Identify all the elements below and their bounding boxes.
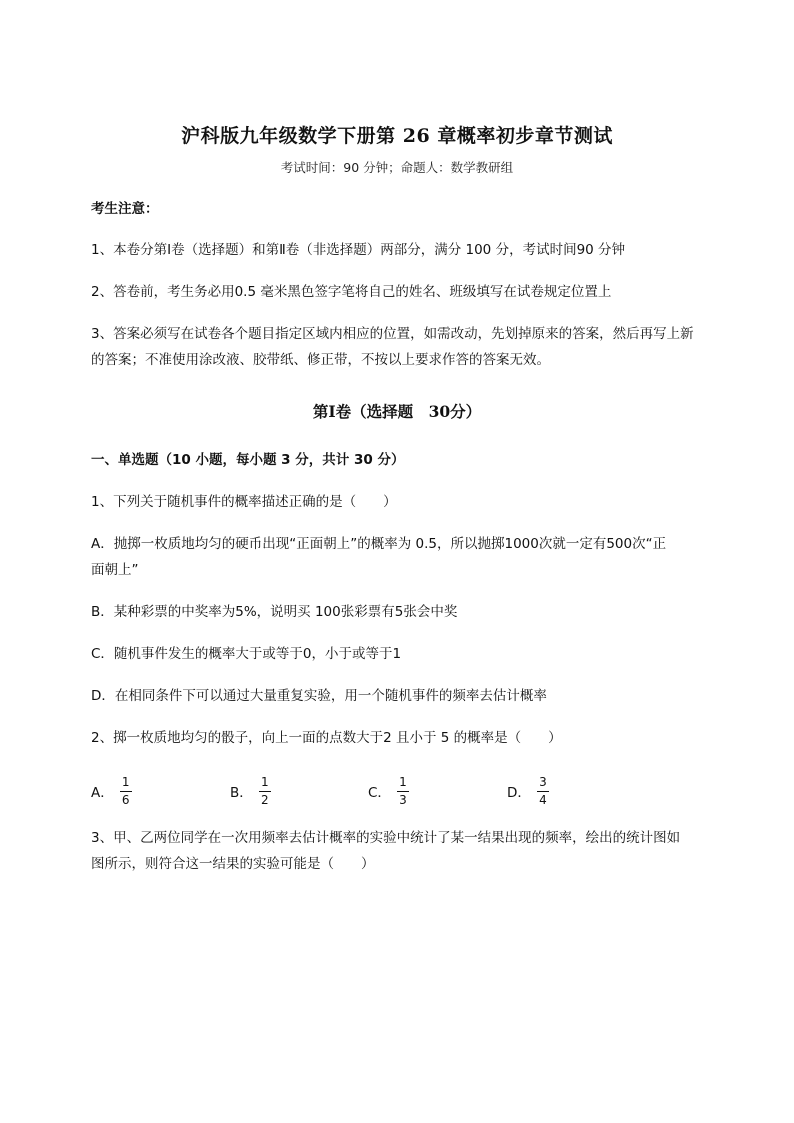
option-label: B． <box>230 785 253 801</box>
question-2-option-c <box>368 771 409 811</box>
page-title: 沪科版九年级数学下册第 26 章概率初步章节测试 <box>181 125 613 147</box>
fraction-denominator: 3 <box>399 792 407 807</box>
question-1-stem: 1、下列关于随机事件的概率描述正确的是（ ） <box>91 494 397 510</box>
notice-item-3: 3、答案必须写在试卷各个题目指定区域内相应的位置，如需改动，先划掉原来的答案，然后再写上新 <box>91 326 694 342</box>
fraction-numerator: 1 <box>260 774 269 789</box>
fraction-bar <box>259 791 271 792</box>
notice-item-3-cont: 的答案；不准使用涂改液、胶带纸、修正带，不按以上要求作答的答案无效。 <box>91 352 550 368</box>
fraction-denominator: 4 <box>539 792 547 807</box>
option-label: A． <box>91 785 114 801</box>
fraction-bar <box>537 791 549 792</box>
fraction <box>537 775 549 808</box>
question-1-option-a-cont: 面朝上” <box>91 562 139 578</box>
fraction-bar <box>397 791 409 792</box>
option-label: C． <box>368 785 391 801</box>
question-1-option-a: A．抛掷一枚质地均匀的硬币出现“正面朝上”的概率为 0.5，所以抛掷1000次就一定有500次“正 <box>91 536 667 552</box>
fraction-bar <box>120 791 132 792</box>
question-1-option-c: C．随机事件发生的概率大于或等于0，小于或等于1 <box>91 646 402 662</box>
fraction <box>397 775 409 808</box>
question-1-option-b: B．某种彩票的中奖率为5%，说明买 100张彩票有5张会中奖 <box>91 604 458 620</box>
notice-item-1: 1、本卷分第Ⅰ卷（选择题）和第Ⅱ卷（非选择题）两部分，满分 100 分，考试时间90 分钟 <box>91 242 626 258</box>
question-3-stem: 3、甲、乙两位同学在一次用频率去估计概率的实验中统计了某一结果出现的频率，绘出的统计图如 <box>91 830 681 846</box>
notice-heading: 考生注意： <box>91 201 159 217</box>
exam-subtitle: 考试时间：90 分钟；命题人：数学教研组 <box>280 160 514 175</box>
fraction-numerator: 1 <box>121 774 130 789</box>
question-2-option-b <box>230 771 271 811</box>
fraction <box>120 775 132 808</box>
section-title: 第Ⅰ卷（选择题 30分） <box>312 402 482 421</box>
fraction-numerator: 3 <box>539 774 547 789</box>
fraction-denominator: 2 <box>260 792 269 807</box>
question-2-stem: 2、掷一枚质地均匀的骰子，向上一面的点数大于2 且小于 5 的概率是（ ） <box>91 730 562 746</box>
question-2-option-d <box>507 771 549 811</box>
part-heading: 一、单选题（10 小题，每小题 3 分，共计 30 分） <box>91 452 405 468</box>
notice-item-2: 2、答卷前，考生务必用0.5 毫米黑色签字笔将自己的姓名、班级填写在试卷规定位置上 <box>91 284 612 300</box>
fraction-numerator: 1 <box>399 774 407 789</box>
question-1-option-d: D．在相同条件下可以通过大量重复实验，用一个随机事件的频率去估计概率 <box>91 688 547 704</box>
question-2-option-a <box>91 771 132 811</box>
fraction-denominator: 6 <box>121 792 130 807</box>
option-label: D． <box>507 785 531 801</box>
question-3-stem-cont: 图所示，则符合这一结果的实验可能是（ ） <box>91 856 375 872</box>
fraction <box>259 775 271 808</box>
